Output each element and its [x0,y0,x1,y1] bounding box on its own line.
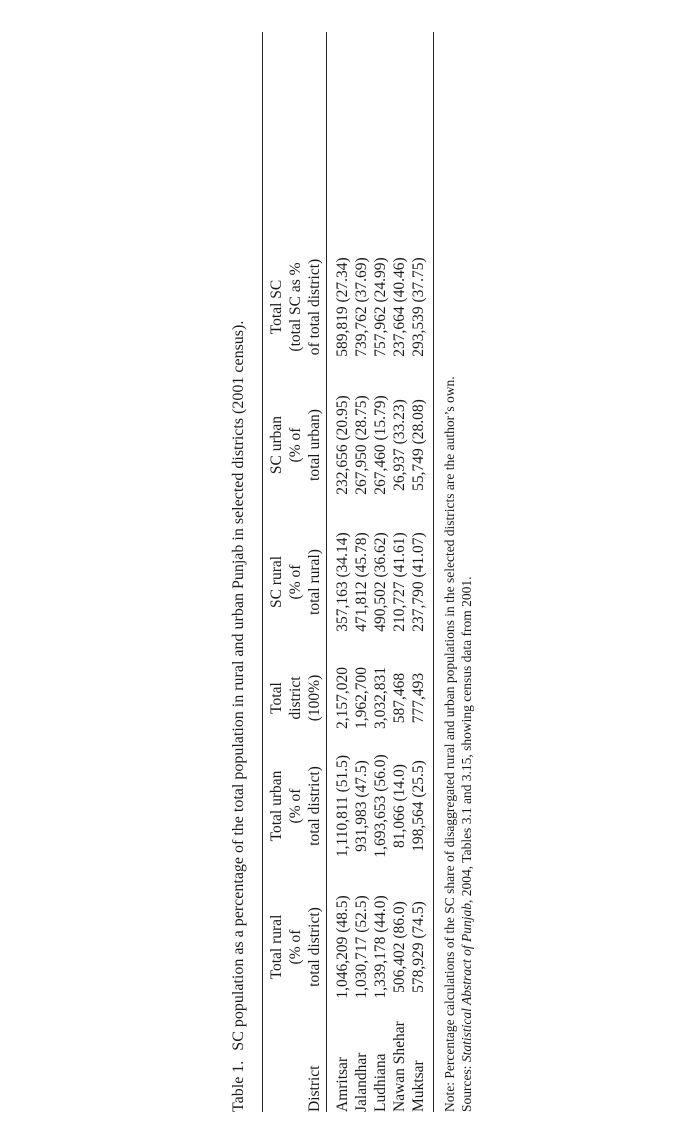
table-cell: 26,937 (33.23) [391,399,408,491]
table-cell: 357,163 (34.14) [334,532,351,632]
table-cell: 589,819 (27.34) [334,257,351,357]
district-name-cell: Ludhiana [372,1053,389,1112]
table-cell: 81,066 (14.0) [391,764,408,848]
table-cell: 210,727 (41.61) [391,532,408,632]
column-header-5 [268,378,324,512]
sources-suffix: , 2004, Tables 3.1 and 3.15, showing census data from 2001. [459,576,474,903]
district-name-cell: Muktsar [410,1060,427,1112]
column-header-line: District [306,1065,323,1112]
table-cell: 1,339,178 (44.0) [372,895,389,999]
district-name-cell: Amritsar [334,1056,351,1112]
table-cell: 1,030,717 (52.5) [353,895,370,999]
column-header-line: total rural) [306,549,323,615]
table-block [230,32,530,1112]
table-cell: 2,157,020 [334,667,351,729]
table-cell: 237,790 (41.07) [410,532,427,632]
column-header-line: total district) [306,766,323,846]
table-cell: 293,539 (37.75) [410,257,427,357]
table-cell: 232,656 (20.95) [334,395,351,495]
column-header-line: of total district) [306,258,323,356]
column-header-2 [268,736,324,876]
column-header-line: (% of [287,929,304,965]
district-name-cell: Jalandhar [353,1052,370,1112]
column-header-6 [268,242,324,372]
column-header-line: (% of [287,427,304,463]
column-header-4 [268,512,324,652]
table-cell: 198,564 (25.5) [410,760,427,852]
column-header-line: (100%) [306,674,323,722]
table-cell: 1,693,653 (56.0) [372,754,389,858]
column-header-line: Total urban [268,770,285,842]
column-header-line: district [287,676,304,720]
table-cell: 757,962 (24.99) [372,257,389,357]
column-header-line: (% of [287,564,304,600]
column-header-line: total urban) [306,409,323,481]
table-sources [459,576,475,1112]
column-header-line: (% of [287,788,304,824]
table-cell: 490,502 (36.62) [372,532,389,632]
district-name-cell: Nawan Shehar [391,1021,408,1112]
column-header-3 [268,652,324,744]
column-header-line: (total SC as % [287,262,304,352]
table-cell: 506,402 (86.0) [391,901,408,993]
bottom-rule [433,32,434,1112]
sources-prefix: Sources: [459,1062,474,1112]
column-header-line: SC rural [268,555,285,609]
column-header-line: Total [268,682,285,714]
header-rule [326,32,327,1112]
table-cell: 1,962,700 [353,667,370,729]
table-cell: 1,110,811 (51.5) [334,754,351,858]
table-cell: 267,950 (28.75) [353,395,370,495]
column-header-0 [268,1002,324,1112]
column-header-line: SC urban [268,415,285,475]
table-title: SC population as a percentage of the total population in rural and urban Punjab in selected districts (2001 census). [230,320,247,1051]
top-rule [262,32,263,1112]
table-cell: 55,749 (28.08) [410,399,427,491]
table-cell: 739,762 (37.69) [353,257,370,357]
sources-title: Statistical Abstract of Punjab [459,902,474,1063]
table-cell: 237,664 (40.46) [391,257,408,357]
table-cell: 931,983 (47.5) [353,760,370,852]
table-note: Note: Percentage calculations of the SC share of disaggregated rural and urban populations in the selected districts are the author’s own. [442,376,457,1112]
column-header-line: Total SC [268,279,285,335]
column-header-line: total district) [306,907,323,987]
table-cell: 3,032,831 [372,667,389,729]
column-header-1 [268,877,324,1017]
table-cell: 267,460 (15.79) [372,395,389,495]
column-header-line: Total rural [268,914,285,980]
table-cell: 471,812 (45.78) [353,532,370,632]
table-cell: 777,493 [410,672,427,724]
table-caption [230,321,248,1112]
table-label: Table 1. [230,1060,247,1112]
table-cell: 578,929 (74.5) [410,901,427,993]
table-cell: 1,046,209 (48.5) [334,895,351,999]
table-cell: 587,468 [391,672,408,724]
